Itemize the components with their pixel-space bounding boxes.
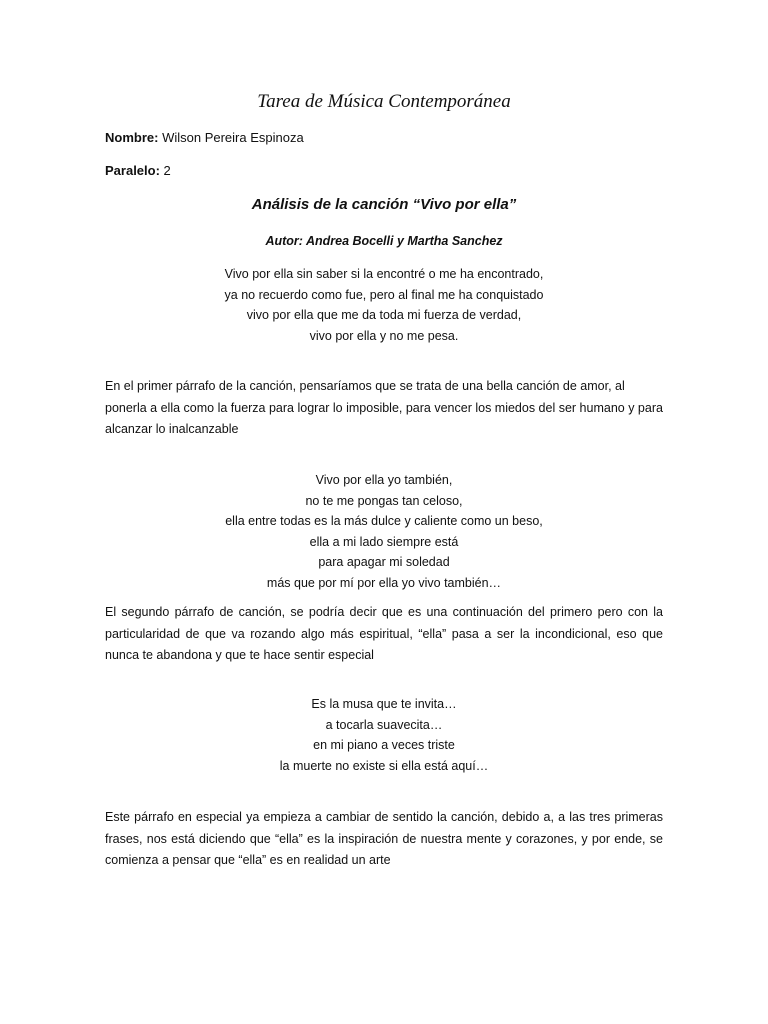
paralelo-value: 2	[163, 163, 171, 178]
song-analysis-heading: Análisis de la canción “Vivo por ella”	[251, 196, 517, 213]
paragraph-1: En el primer párrafo de la canción, pensaríamos que se trata de una bella canción de amor, al ponerla a ella como la fuerza para lograr lo imposible, para vencer los miedos del ser humano y para alcanzar lo inalcanzable	[105, 379, 663, 436]
document-title: Tarea de Música Contemporánea	[257, 91, 511, 112]
verse-line: más que por mí por ella yo vivo también…	[266, 575, 502, 590]
verse-line: ella entre todas es la más dulce y caliente como un beso,	[225, 514, 543, 528]
paragraph-2: El segundo párrafo de canción, se podría decir que es una continuación del primero pero con la particularidad de que va rozando algo más espiritual, “ella” pasa a ser la incondicional, eso que nunca te abandona y que te hace sentir especial	[105, 605, 663, 662]
verse-line: Vivo por ella yo también,	[315, 473, 453, 487]
verse-line: vivo por ella que me da toda mi fuerza de verdad,	[246, 308, 522, 322]
paralelo-label: Paralelo:	[105, 163, 160, 178]
song-author: Autor: Andrea Bocelli y Martha Sanchez	[265, 234, 503, 248]
verse-line: ella a mi lado siempre está	[309, 534, 459, 549]
verse-line: Vivo por ella sin saber si la encontré o me ha encontrado,	[224, 267, 544, 281]
verse-line: a tocarla suavecita…	[325, 717, 443, 732]
verse-2	[0, 470, 768, 593]
name-value: Wilson Pereira Espinoza	[162, 130, 304, 145]
verse-line: no te me pongas tan celoso,	[305, 493, 463, 508]
verse-line: Es la musa que te invita…	[311, 697, 457, 711]
paralelo-field	[105, 162, 171, 180]
verse-line: la muerte no existe si ella está aquí…	[279, 758, 489, 773]
paragraph-3: Este párrafo en especial ya empieza a cambiar de sentido la canción, debido a, a las tres primeras frases, nos está diciendo que “ella” es la inspiración de nuestra mente y corazones, y por ende, se comienza a pensar que “ella” es en realidad un arte	[105, 810, 663, 867]
verse-line: en mi piano a veces triste	[313, 738, 455, 752]
verse-line: ya no recuerdo como fue, pero al final me ha conquistado	[224, 287, 544, 302]
name-label: Nombre:	[105, 130, 159, 145]
name-field	[105, 129, 304, 147]
verse-line: para apagar mi soledad	[318, 555, 450, 569]
verse-line: vivo por ella y no me pesa.	[309, 328, 459, 343]
verse-3	[0, 694, 768, 776]
verse-1	[0, 264, 768, 346]
